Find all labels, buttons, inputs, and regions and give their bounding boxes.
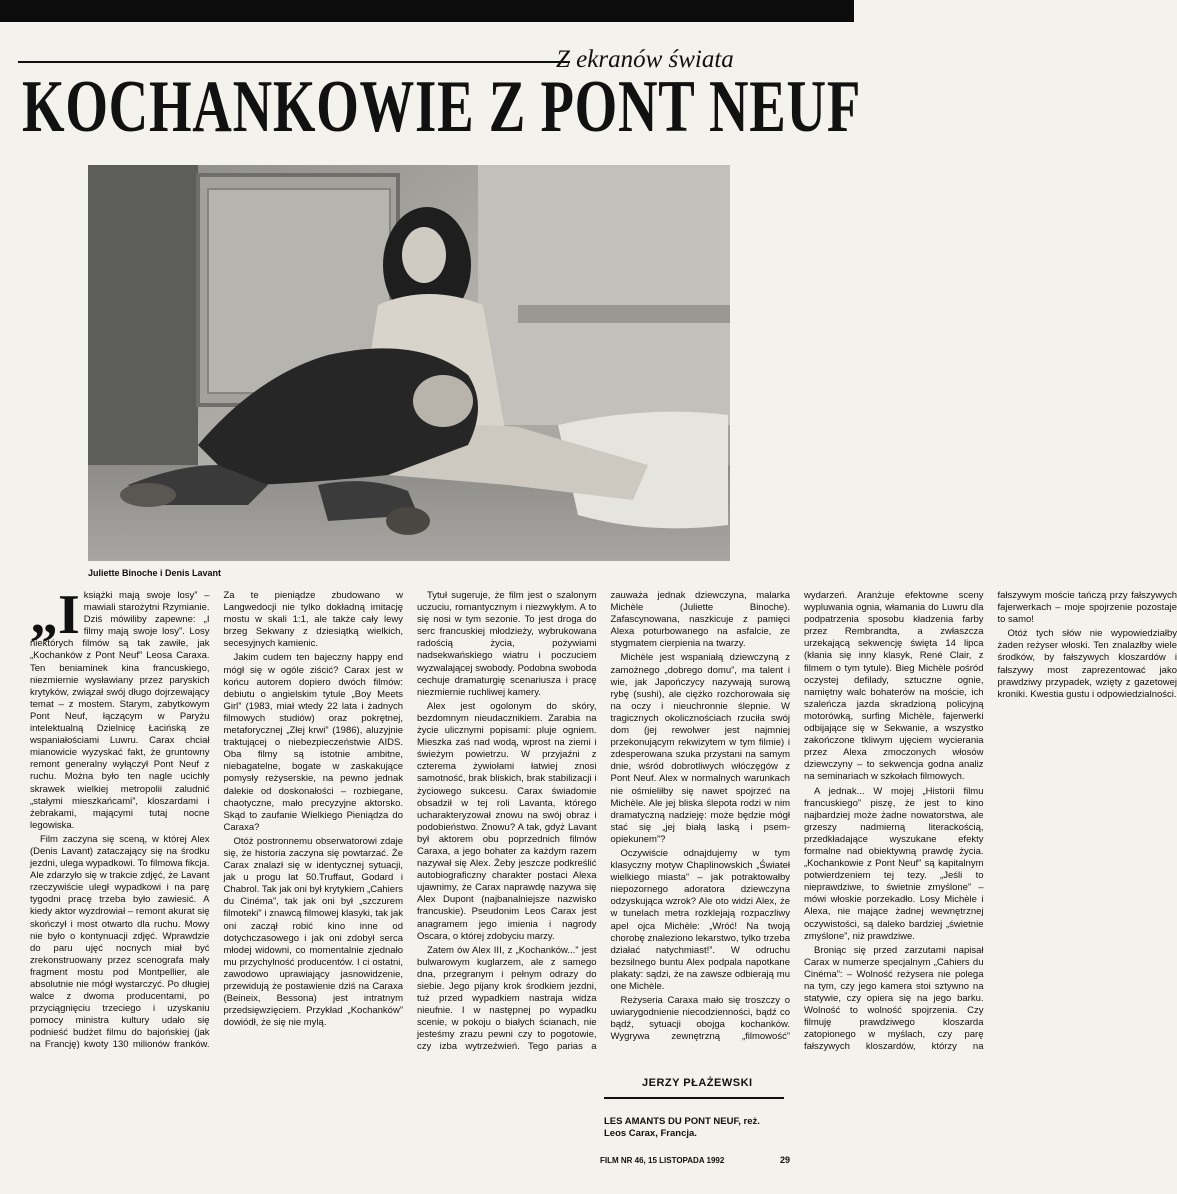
film-credits: LES AMANTS DU PONT NEUF, reż. Leos Carax, Francja. <box>604 1116 760 1139</box>
lead-paragraph <box>30 584 210 832</box>
article-body <box>30 584 1177 1055</box>
issue-info: FILM NR 46, 15 LISTOPADA 1992 <box>600 1156 725 1165</box>
article-photo <box>88 165 730 561</box>
photo-caption: Juliette Binoche i Denis Lavant <box>88 568 222 578</box>
section-rubric: Z ekranów świata <box>556 46 734 73</box>
credits-rule <box>604 1097 784 1099</box>
body-paragraph: Michèle jest wspaniałą dziewczyną z zamożnego „dobrego domu”, ma talent i wie, jak Japończycy nazywają surową rybę (sushi), ale ciężko rozchorowała się na oczy i nieuchronnie ślepnie. W tragicznych okolicznościach rzuciła swój dom (jej rewolwer jest najmniej przekonującym rekwizytem w tym filmie) i zdesperowana szuka przystani na samym dnie, wśród dobrotliwych włóczęgów z Pont Neuf. Alex w normalnych warunkach nie ośmieliłby się nawet spojrzeć na Michèle. Ale jej bliska ślepota rodzi w nim dramatyczną nadzieję: może będzie mógł stać się „jej białą laską i psem-opiekunem”? <box>610 652 790 845</box>
top-black-bar <box>0 0 854 22</box>
body-paragraph: Reżyseria Caraxa mało się troszczy o uwiarygodnienie niecodzienności, bądź co bądź, sytuacji obojga kochanków. Wygrywa zewnętrzną „filmowość” wydarzeń. Aranżuje efektowne sceny wypluwania ognia, włamania do Luwru dla podpatrzenia sposobu kładzenia farby przez Rembrandta, a zwłaszcza urzekającą sekwencję święta 14 lipca (kłania się inny klasyk, René Clair, z filmem o tym tytule). Bieg Michèle pośród oczystej defilady, sztuczne ognie, namiętny walc bohaterów na moście, ich szaleńcza jazda skradzioną policyjną motorówką, surfing Michèle, fajerwerki odbijające się w Sekwanie, a wszystko zakończone tkliwym ujęciem wycierania przez Alexa zmoczonych włosów dziewczyny – to sekwencja godna analiz na seminariach w szkołach filmowych. <box>610 590 984 1043</box>
body-paragraph: A jednak... W mojej „Historii filmu francuskiego” piszę, że jest to kino najbardziej może żadne nowatorstwa, ale grzeszy nadmierną literackością, przedkładające wyszukane efekty formalne nad obiektywną prawdę życia. „Kochankowie z Pont Neuf” są kapitalnym potwierdzeniem tej tezy. „Jeśli to nieprawdziwe, to świetnie zmyślone” – mówi włoskie porzekadło. Losy Michèle i Alexa, nie mające żadnej wewnętrznej oczywistości, są daleko bardziej „świetnie zmyślone”, niż prawdziwe. <box>804 785 984 942</box>
body-paragraph-text: książki mają swoje losy” – mawiali starożytni Rzymianie. Dziś mówiliby zapewne: „I filmy mają swoje losy”. Losy niektórych filmów są tak zawiłe, jak „Kochanków z Pont Neuf” Leosa Caraxa. Ten beniaminek kina francuskiego, niezmiernie wysławiany przez paryskich krytyków, związał swój długo dojrzewający temat – z mostem. Starym, zabytkowym Pont Neuf, łączącym w Paryżu intelektualną Dzielnicę Łacińską ze wspaniałościami Luwru. Carax chciał mianowicie wyzyskać fakt, że gruntowny remont generalny wyłączył Pont Neuf z ruchu. Można było ten nagle ucichły skrawek wielkiej metropolii zaludnić „stałymi mieszkańcami”, kloszardami i żebrakami, mającymi tutaj nocne legowiska. <box>30 590 210 831</box>
body-paragraph: Jakim cudem ten bajeczny happy end mógł się w ogóle ziścić? Carax jest w końcu autorem dopiero dwóch filmów: debiutu o angielskim tytule „Boy Meets Girl” (1983, miał wtedy 22 lata i żadnych filmowych studiów) oraz pokrętnej, metaforycznej „Złej krwi” (1986), aluzyjnie traktującej o niebezpieczeństwie AIDS. Oba filmy są istotnie ambitne, niebagatelne, bogate w zaskakujące pomysły reżyserskie, na pewno jednak dalekie od doskonałości – rozbiegane, chaotyczne, mało precyzyjne aktorsko. Skąd to zaufanie Wielkiego Pieniądza do Caraxa? <box>223 652 403 833</box>
drop-cap: „I <box>30 584 80 646</box>
body-paragraph: Tytuł sugeruje, że film jest o szalonym uczuciu, romantycznym i niezwykłym. A to się nosi w tym sezonie. To jest droga do serc francuskiej młodzieży, wybrukowana radością życia, pożywiami nadsekwańskiego wiatru i poczuciem wyzwalającej swobody. Podobna swoboda cechuje dramaturgię scenariusza i pracę niezmiernie ruchliwej kamery. <box>417 590 597 698</box>
page-number: 29 <box>779 1155 790 1165</box>
rubric-rule <box>18 61 570 63</box>
page-footer <box>600 1156 790 1165</box>
article-headline: KOCHANKOWIE Z PONT NEUF <box>22 66 862 148</box>
author-byline: JERZY PŁAŻEWSKI <box>642 1077 753 1089</box>
body-paragraph: Zatem ów Alex III, z „Kochanków...” jest bulwarowym kuglarzem, ale z samego dna, przegranym i pełnym odrazy do siebie. Jego pijany krok środkiem jezdni, tuż przed wypadkiem nastraja widza nieufnie. I w następnej po wypadku scenie, w pokoju o białych ścianach, nie jesteśmy zrazu pewni czy to pogotowie, czy izba wytrzeźwień. Tego parias a zauważa jednak dziewczyna, malarka Michèle (Juliette Binoche). Zafascynowana, naszkicuje z pamięci Alexa poturbowanego na asfalcie, ze stygmatem cierpienia na twarzy. <box>417 590 790 1053</box>
body-paragraph: Otóż postronnemu obserwatorowi zdaje się, że historia zaczyna się powtarzać. Że Carax znalazł się w identycznej sytuacji, jak u progu lat 50.Truffaut, Godard i Chabrol. Tak jak oni był krytykiem „Cahiers du Cinéma”, tak jak oni był „szczurem filmoteki” i znawcą filmowej klasyki, tak jak oni zaczął robić kino inne od dotychczasowego i jak oni zdobył serca młodej widowni, co momentalnie zjednało mu przychylność producentów. I ci ostatni, zawodowo uprawiający jasnowidzenie, przewidują że postawienie dziś na Caraxa (Beineix, Bessona) jest intratnym przedsięwzięciem. Przykład „Kochanków” dowiódł, że się nie mylą. <box>223 835 403 1029</box>
body-paragraph: Otóż tych słów nie wypowiedziałby żaden reżyser włoski. Ten znalazłby wiele środków, by fałszywych kloszardów i fałszywy most zaprezentować jako prawdziwy przypadek, wzięty z gazetowej kroniki. Kwestia gustu i odpowiedzialności. <box>997 628 1177 700</box>
body-paragraph: Alex jest ogolonym do skóry, bezdomnym nieudacznikiem. Zarabia na życie ulicznymi popisami: pluje ogniem. Mieszka zaś nad wodą, wprost na ziemi i świeżym powietrzu. W przyjaźni z czterema żywiołami łatwiej znosi samotność, brak bliskich, brak stabilizacji i życiowego sukcesu. Carax świadomie obsadził w tej roli Lavanta, którego ucharakteryzował znowu na swój obraz i podobieństwo. Znowu? A tak, gdyż Lavant był aktorem obu poprzednich filmów Caraxa, a jego bohater za każdym razem nazywał się Alex. Żeby jeszcze podkreślić autobiograficzny charakter postaci Alexa ujawnimy, że Carax naprawdę nazywa się Alex Dupont (najbanalniejsze nazwisko francuskie). Pseudonim Leos Carax jest anagramem jego imienia i nagrody Oscara, o której zdobyciu marzy. <box>417 700 597 942</box>
body-paragraph: Broniąc się przed zarzutami napisał Carax w numerze specjalnym „Cahiers du Cinéma”: – Wolność reżysera nie polega na tym, czy jego kamera stoi sztywno na statywie, czy opiera się na jego barku. Wolność to wolność spojrzenia. Czy filmuję prawdziwego kloszarda zatopionego w myślach, czy parę fałszywych kloszardów, którzy na fałszywym moście tańczą przy fałszywych fajerwerkach – moje spojrzenie pozostaje to samo! <box>804 590 1177 1053</box>
photo-illustration <box>88 165 730 561</box>
body-paragraph: Oczywiście odnajdujemy w tym klasyczny motyw Chaplinowskich „Świateł wielkiego miasta” – jak potraktowałby niepozornego adoratora dziewczyna odzyskująca wzrok? Ale oto widzi Alex, że w tunelach metra rozklejają rozpaczliwy apel ojca Michèle: „Wróć! Na twoją chorobę znaleziono lekarstwo, tylko trzeba działać natychmiast!”. W odruchu bezsilnego buntu Alex podpala napotkane plakaty: sądzi, że na zawsze odbierają mu one Michèle. <box>610 847 790 992</box>
body-paragraph: Film zaczyna się sceną, w której Alex (Denis Lavant) zataczający się na środku jezdni, ulega wypadkowi. To filmowa fikcja. Ale zdarzyło się w trakcie zdjęć, że Lavant rzeczywiście uległ wypadkowi i na parę tygodni pracę trzeba było zawiesić. A kiedy aktor wyzdrowiał – remont akurat się skończył i most otwarto dla ruchu. Mowy nie było o kontynuacji zdjęć. Wprawdzie do paru ujęć nocnych miał być zrekonstruowany przez scenografa mały fragment mostu pod Montpellier, ale absolutnie nie mógł wystarczyć. Po długiej walce z dwoma producentami, po przyciągnięciu trzeciego i uzyskaniu pomocy ministra kultury udało się podnieść budżet filmu do bajońskiej (jak na Francję) kwoty 130 milionów franków. Za te pieniądze zbudowano w Langwedocji nie tylko dokładną imitację mostu w skali 1:1, ale także cały lewy brzeg Sekwany z dziesiątką wielkich, secesyjnych kamienic. <box>30 590 403 1051</box>
